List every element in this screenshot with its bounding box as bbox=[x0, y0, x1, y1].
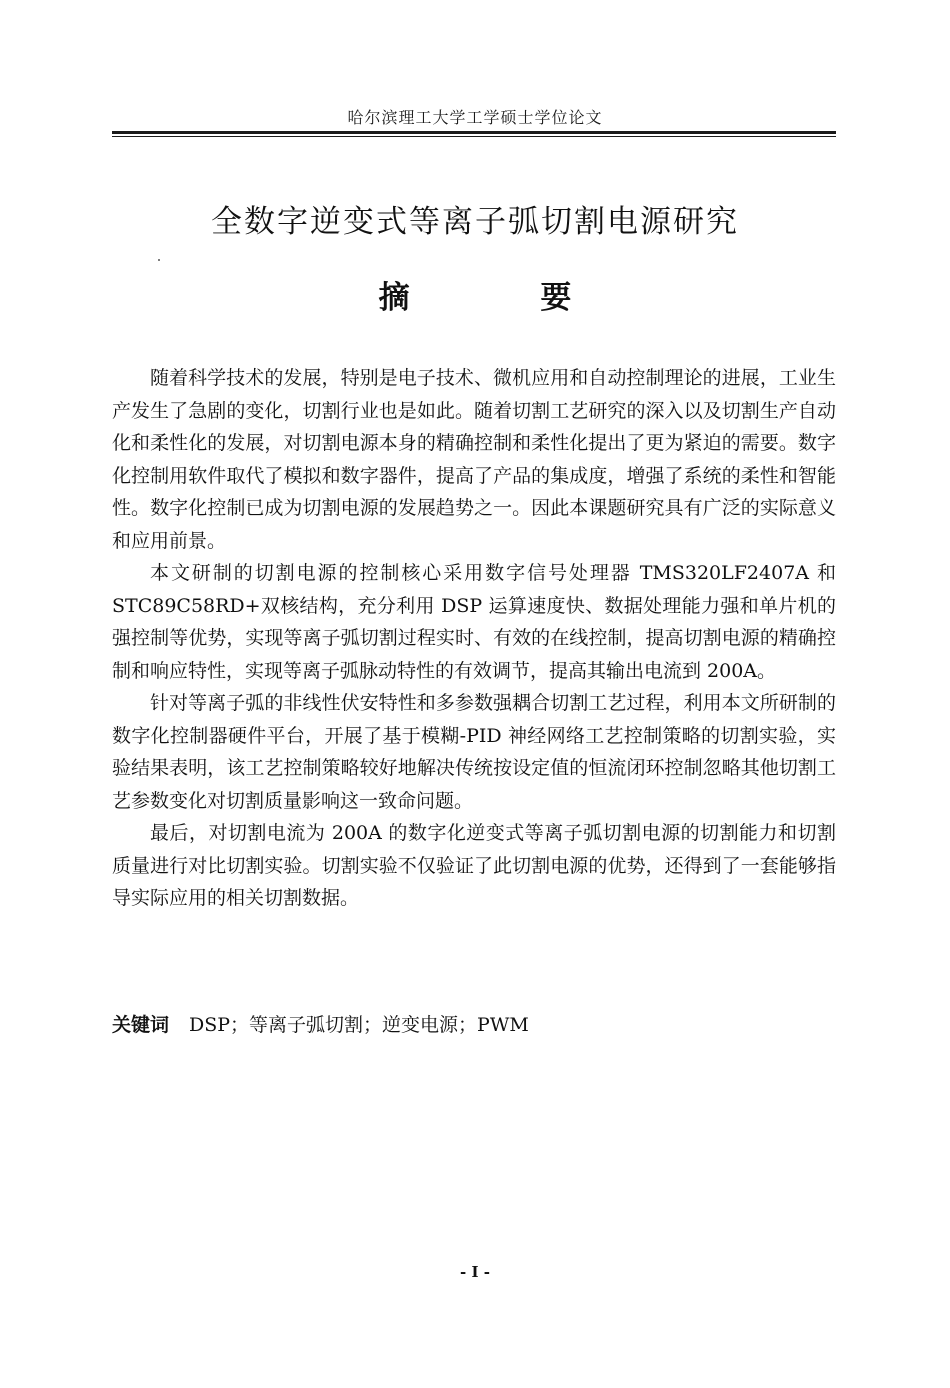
keywords-label: 关键词 bbox=[112, 1014, 170, 1036]
abstract-paragraph-2: 本文研制的切割电源的控制核心采用数字信号处理器 TMS320LF2407A 和 STC89C58RD+双核结构，充分利用 DSP 运算速度快、数据处理能力强和单片机的强控制等优势，实现等离子弧切割过程实时、有效的在线控制，提高切割电源的精确控制和响应特性，实现等离子弧脉动特性的有效调节，提高其输出电流到 200A。 bbox=[112, 562, 836, 682]
page-number: - I - bbox=[460, 1263, 490, 1281]
abstract-heading: 摘 要 bbox=[378, 280, 632, 316]
keywords-text: DSP；等离子弧切割；逆变电源；PWM bbox=[189, 1014, 529, 1036]
paper-title: 全数字逆变式等离子弧切割电源研究 bbox=[211, 204, 739, 240]
header-rule-thin bbox=[112, 136, 836, 137]
abstract-paragraph-4: 最后，对切割电流为 200A 的数字化逆变式等离子弧切割电源的切割能力和切割质量进行对比切割实验。切割实验不仅验证了此切割电源的优势，还得到了一套能够指导实际应用的相关切割数据。 bbox=[112, 822, 836, 909]
abstract-paragraph-3: 针对等离子弧的非线性伏安特性和多参数强耦合切割工艺过程，利用本文所研制的数字化控制器硬件平台，开展了基于模糊-PID 神经网络工艺控制策略的切割实验，实验结果表明，该工艺控制策略较好地解决传统按设定值的恒流闭环控制忽略其他切割工艺参数变化对切割质量影响这一致命问题。 bbox=[112, 692, 836, 812]
header-rule bbox=[112, 131, 836, 134]
scan-speck bbox=[158, 259, 160, 261]
keywords-line bbox=[112, 1009, 836, 1041]
abstract-body bbox=[112, 362, 836, 915]
abstract-paragraph-1: 随着科学技术的发展，特别是电子技术、微机应用和自动控制理论的进展，工业生产发生了急剧的变化，切割行业也是如此。随着切割工艺研究的深入以及切割生产自动化和柔性化的发展，对切割电源本身的精确控制和柔性化提出了更为紧迫的需要。数字化控制用软件取代了模拟和数字器件，提高了产品的集成度，增强了系统的柔性和智能性。数字化控制已成为切割电源的发展趋势之一。因此本课题研究具有广泛的实际意义和应用前景。 bbox=[112, 367, 836, 552]
running-header: 哈尔滨理工大学工学硕士学位论文 bbox=[347, 108, 603, 127]
